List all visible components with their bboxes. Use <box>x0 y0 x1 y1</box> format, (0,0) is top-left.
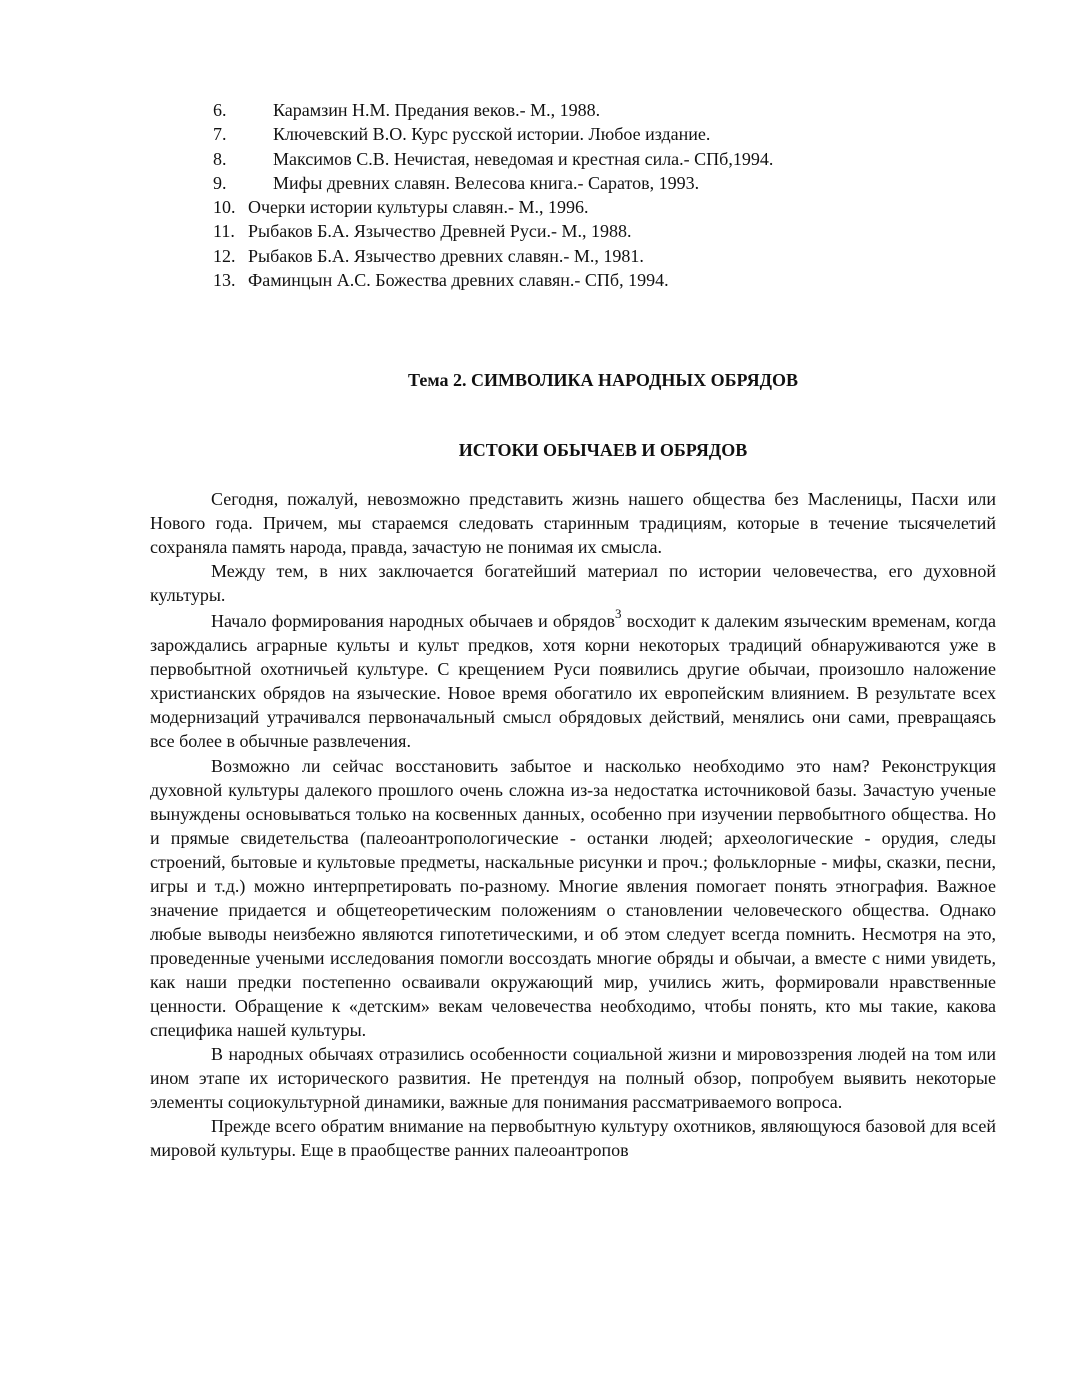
body-text <box>150 487 996 1162</box>
reference-item <box>213 98 1013 122</box>
reference-text: Рыбаков Б.А. Язычество Древней Руси.- М., 1988. <box>248 221 632 242</box>
reference-number: 12. <box>213 245 236 266</box>
reference-number: 6. <box>213 100 227 120</box>
topic-heading: Тема 2. СИМВОЛИКА НАРОДНЫХ ОБРЯДОВ <box>408 370 798 390</box>
reference-number: 13. <box>213 270 236 291</box>
paragraph-2: Между тем, в них заключается богатейший материал по истории человечества, его духовной культуры. <box>150 561 996 606</box>
paragraph-4: Возможно ли сейчас восстановить забытое и насколько необходимо это нам? Реконструкция духовной культуры далекого прошлого очень сложна из-за недостатка источниковой базы. Зачастую ученые вынуждены основываться только на косвенных данных, особенно при изучении первобытного общества. Но и прямые свидетельства (палеоантропологические - останки людей; археологические - орудия, следы строений, бытовые и культовые предметы, наскальные рисунки и проч.; фольклорные - мифы, сказки, песни, игры и т.д.) можно интерпретировать по-разному. Многие явления помогает понять этнография. Важное значение придается и общетеоретическим положениям о становлении человеческого общества. Однако любые выводы неизбежно являются гипотетическими, и об этом следует всегда помнить. Несмотря на это, проведенные учеными исследования помогли воссоздать многие обряды и обычаи, а вместе с ними увидеть, как наши предки постепенно осваивали окружающий мир, учились жить, формировали нравственные ценности. Обращение к «детским» векам человечества необходимо, чтобы понять, кто мы такие, какова специфика нашей культуры. <box>150 755 996 1041</box>
reference-list <box>213 98 1013 292</box>
reference-text: Очерки истории культуры славян.- М., 1996. <box>248 197 589 218</box>
reference-text: Максимов С.В. Нечистая, неведомая и крестная сила.- СПб,1994. <box>273 148 774 169</box>
reference-item <box>213 195 1013 219</box>
reference-item <box>213 147 1013 171</box>
paragraph-3 <box>150 606 996 753</box>
reference-text: Ключевский В.О. Курс русской истории. Любое издание. <box>273 124 711 145</box>
reference-number: 11. <box>213 221 235 242</box>
reference-text: Мифы древних славян. Велесова книга.- Саратов, 1993. <box>273 172 700 193</box>
reference-text: Фаминцын А.С. Божества древних славян.- СПб, 1994. <box>248 270 669 291</box>
paragraph-6: Прежде всего обратим внимание на первобытную культуру охотников, являющуюся базовой для всей мировой культуры. Еще в праобществе ранних палеоантропов <box>150 1116 996 1161</box>
reference-item <box>213 219 1013 243</box>
reference-number: 8. <box>213 148 227 169</box>
paragraph-5: В народных обычаях отразились особенности социальной жизни и мировоззрения людей на том или ином этапе их исторического развития. Не претендуя на полный обзор, попробуем выявить некоторые элементы социокультурной динамики, важные для понимания рассматриваемого вопроса. <box>150 1044 996 1113</box>
reference-item <box>213 122 1013 146</box>
paragraph-1: Сегодня, пожалуй, невозможно представить жизнь нашего общества без Масленицы, Пасхи или Нового года. Причем, мы стараемся следовать старинным традициям, которые в течение тысячелетий сохраняла память народа, правда, зачастую не понимая их смысла. <box>150 489 996 558</box>
reference-item <box>213 268 1013 292</box>
reference-item <box>213 171 1013 195</box>
paragraph-3-rest: восходит к далеким языческим временам, когда зарождались аграрные культы и культ предков, хотя корни некоторых традиций обнаруживаются уже в первобытной охотничьей культуре. С крещением Руси появились другие обычаи, произошло наложение христианских обрядов на языческие. Новое время обогатило их европейским влиянием. В результате всех модернизаций утрачивался первоначальный смысл обрядовых действий, менялись они сами, превращаясь все более в обычные развлечения. <box>150 611 996 752</box>
paragraph-3-start: Начало формирования народных обычаев и обрядов <box>211 611 616 632</box>
section-heading: ИСТОКИ ОБЫЧАЕВ И ОБРЯДОВ <box>458 440 748 460</box>
reference-number: 7. <box>213 124 227 145</box>
reference-text: Карамзин Н.М. Предания веков.- М., 1988. <box>273 100 601 120</box>
reference-number: 9. <box>213 172 227 193</box>
reference-item <box>213 244 1013 268</box>
footnote-marker: 3 <box>615 606 622 622</box>
reference-text: Рыбаков Б.А. Язычество древних славян.- М., 1981. <box>248 245 644 266</box>
reference-number: 10. <box>213 197 236 218</box>
